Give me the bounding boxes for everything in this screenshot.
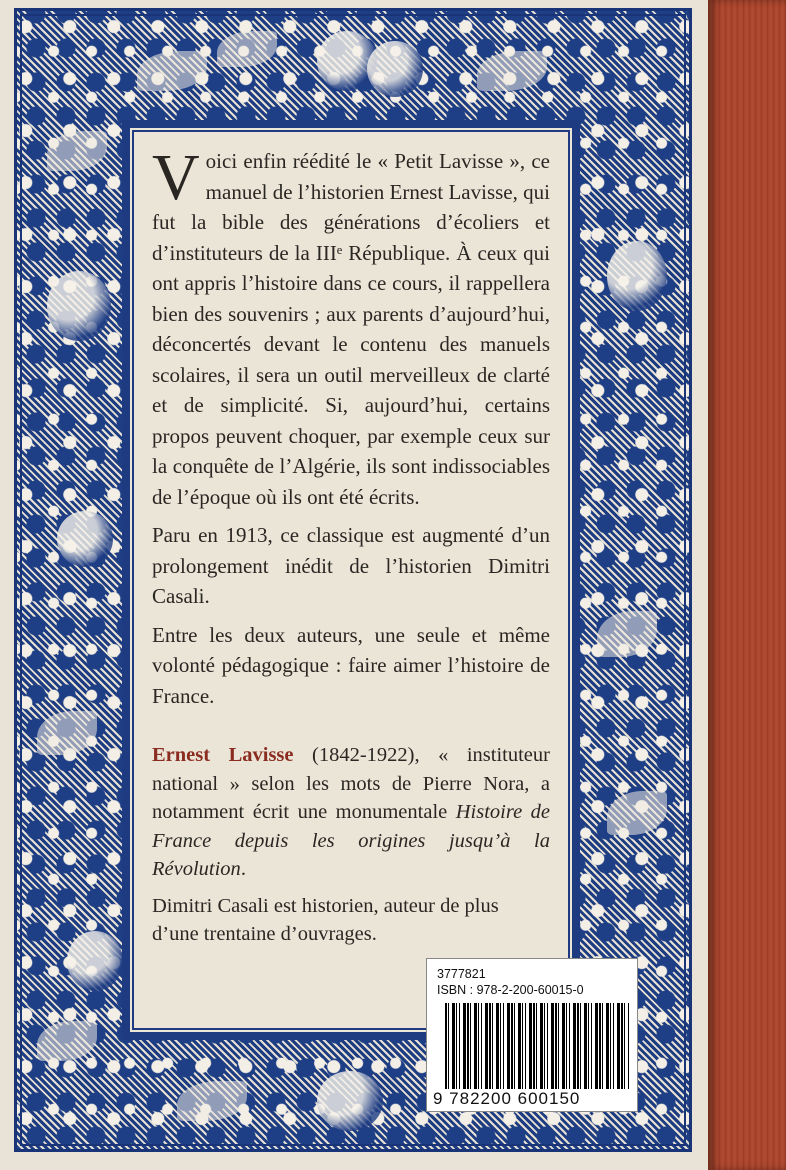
barcode-digits: 9 782200 600150: [433, 1089, 581, 1108]
paragraph-authors: Entre les deux auteurs, une seule et même volonté pédagogique : faire aimer l’histoire de France.: [152, 622, 550, 708]
barcode-icon: [445, 1003, 629, 1089]
drop-cap: V: [152, 141, 200, 214]
blurb-text: [152, 141, 550, 957]
author-bio: Ernest Lavisse (1842-1922), « instituteur national » selon les mots de Pierre Nora, a notamment écrit une monumentale Histoire de France depuis les origines jusqu’à la Révolution.: [152, 744, 550, 880]
paragraph-publication: Paru en 1913, ce classique est augmenté d’un prolongement inédit de l’historien Dimitri Casali.: [152, 523, 550, 608]
intro-paragraph: Voici enfin réédité le « Petit Lavisse », ce manuel de l’historien Ernest Lavisse, qui fut la bible des générations d’écoliers et d’instituteurs de la IIIᵉ République. À ceux qui ont appris l’histoire dans ce cours, il rappellera bien des souvenirs ; aux parents d’aujourd’hui, déconcertés devant le contenu des manuels scolaires, il sera un outil merveilleux de clarté et de simplicité. Si, aujourd’hui, certains propos peuvent choquer, par exemple ceux sur la conquête de l’Algérie, ils sont indissociables de l’époque où ils ont été écrits.: [152, 141, 550, 509]
work-title: Histoire de France depuis les origines jusqu’à la Révolution: [152, 801, 550, 880]
internal-code: 3777821: [437, 967, 486, 981]
author-name: Ernest Lavisse: [152, 744, 294, 766]
barcode-label: [426, 958, 638, 1112]
isbn-text: ISBN : 978-2-200-60015-0: [437, 983, 584, 997]
book-spine: [708, 0, 786, 1170]
casali-bio: Dimitri Casali est historien, auteur de plus d’une trentaine d’ouvrages.: [152, 894, 499, 945]
